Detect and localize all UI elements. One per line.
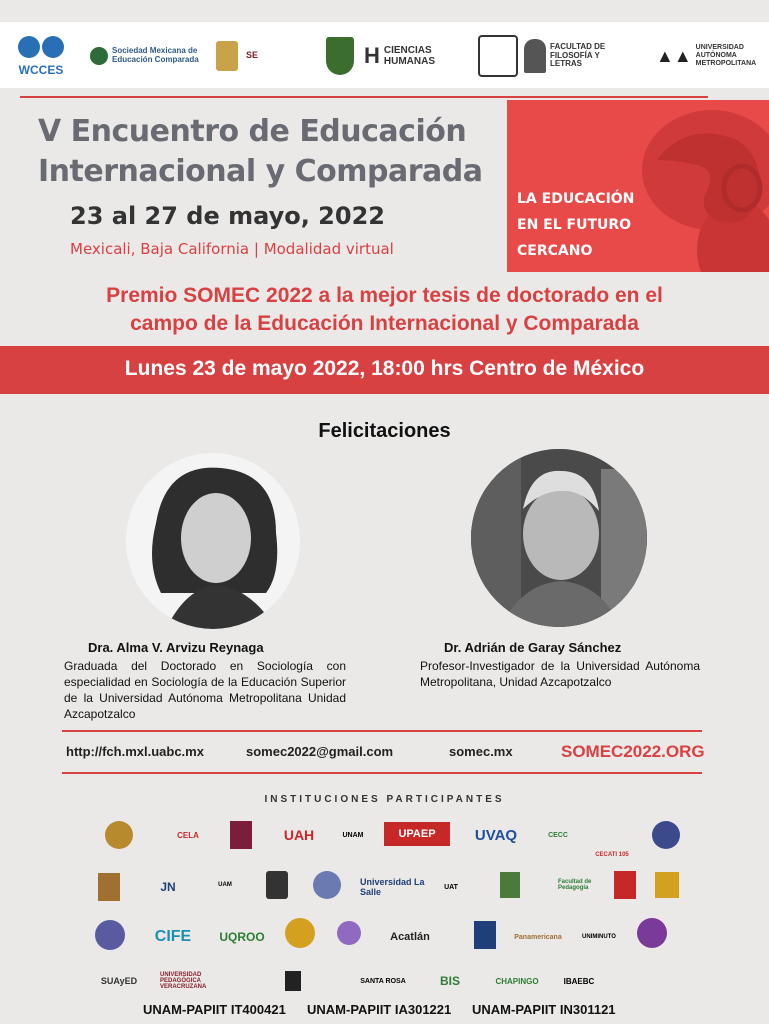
event-datetime: Lunes 23 de mayo 2022, 18:00 hrs Centro de México [124,357,645,380]
event-place: Mexicali, Baja California | Modalidad virtual [70,240,394,258]
inst-ibaebc: IBAEBC [563,976,595,986]
theme-text: LA EDUCACIÓN EN EL FUTURO CERCANO [517,191,635,259]
inst-logo-5 [480,870,540,900]
inst-instituto-futuro [248,966,338,996]
inst-pedagogia: Facultad de Pedagogía [558,879,592,891]
inst-uah: UAH [283,827,315,843]
portrait-man [471,449,647,627]
inst-lasalle: Universidad La Salle [360,877,425,897]
inst-upv: UNIVERSIDAD PEDAGÓGICA VERACRUZANA [160,972,207,990]
inst-suayed: SUAyED [100,976,138,986]
papiit-3: UNAM-PAPIIT IN301121 [472,1002,616,1017]
instituciones-title: INSTITUCIONES PARTICIPANTES [264,794,505,805]
inst-logo-3 [262,870,292,900]
inst-cife: CIFE [154,928,192,945]
contacts-divider-bottom [62,772,702,774]
inst-uam-2: UAM [218,882,232,888]
shield-logo [326,34,354,78]
inst-logo-jn: JN [160,880,176,894]
contact-url-somec2022[interactable]: SOMEC2022.ORG [561,742,705,761]
inst-logo-8 [88,920,132,950]
inst-santa-rosa: SANTA ROSA [360,977,406,985]
inst-uniminuto: UNIMINUTO [582,934,616,940]
winner-1-bio: Graduada del Doctorado en Sociología con especialidad en Sociología de la Educación Superior de la Universidad Autónoma Metropolitana Unidad Azcapotzalco [64,659,346,721]
prize-title: Premio SOMEC 2022 a la mejor tesis de doctorado en el campo de la Educación Internacional y Comparada [106,284,663,335]
inst-logo-4 [310,870,344,900]
felicitaciones-heading: Felicitaciones [318,420,451,442]
unam-logo [478,34,518,78]
inst-acatlan: Acatlán [390,931,430,943]
inst-uvaq: UVAQ [474,826,518,844]
ciencias-humanas-logo: H CIENCIAS HUMANAS [364,43,435,68]
contact-email[interactable]: somec2022@gmail.com [246,744,394,759]
inst-cela: CELA [177,830,199,840]
portrait-woman [126,453,300,629]
inst-logo-12 [634,918,670,948]
uabc-seal-logo [216,34,238,78]
inst-unam: UNAM [342,831,364,839]
se-logo: SE [246,50,259,61]
somec-logo: Sociedad Mexicana de Educación Comparada [90,34,232,78]
papiit-1: UNAM-PAPIIT IT400421 [143,1002,286,1017]
inst-logo-ipn [226,820,256,850]
inst-logo-11 [470,920,500,950]
wcces-logo: WCCES [18,34,64,78]
inst-panamericana: Panamericana [514,933,562,941]
inst-uat: UAT [444,883,458,891]
inst-uqroo: UQROO [219,930,265,944]
inst-chapingo: CHAPINGO [495,976,539,986]
contact-url-somec[interactable]: somec.mx [449,744,513,759]
inst-logo-10 [334,918,364,948]
header-logos [0,22,769,88]
event-title: V Encuentro de Educación Internacional y Comparada [38,114,483,189]
inst-logo-2 [94,872,124,902]
inst-upaep: UPAEP [384,822,450,846]
inst-cecati: CECATI 105 [595,852,629,858]
filosofia-letras-logo: FACULTAD DE FILOSOFÍA Y LETRAS [524,34,630,78]
inst-logo-7 [652,870,682,900]
inst-logo-9 [282,918,318,948]
theme-box [507,100,769,272]
papiit-2: UNAM-PAPIIT IA301221 [307,1002,452,1017]
contact-url-fch[interactable]: http://fch.mxl.uabc.mx [66,744,204,759]
inst-logo-1 [98,820,140,850]
inst-cecc: CECC [548,831,568,839]
inst-bis: BIS [439,974,460,988]
winner-photo-2 [471,449,647,627]
uam-logo: ▲▲ UNIVERSIDAD AUTÓNOMA METROPOLITANA [656,44,757,67]
inst-logo-6 [610,870,640,900]
winner-photo-1 [126,453,300,629]
contacts-divider-top [62,730,702,732]
winner-1-name: Dra. Alma V. Arvizu Reynaga [88,640,264,655]
header-divider [20,96,708,98]
winner-2-bio: Profesor-Investigador de la Universidad Autónoma Metropolitana, Unidad Azcapotzalco [420,659,700,689]
winner-2-name: Dr. Adrián de Garay Sánchez [444,640,622,655]
event-dates: 23 al 27 de mayo, 2022 [70,202,385,230]
inst-logo-seal [648,820,684,850]
